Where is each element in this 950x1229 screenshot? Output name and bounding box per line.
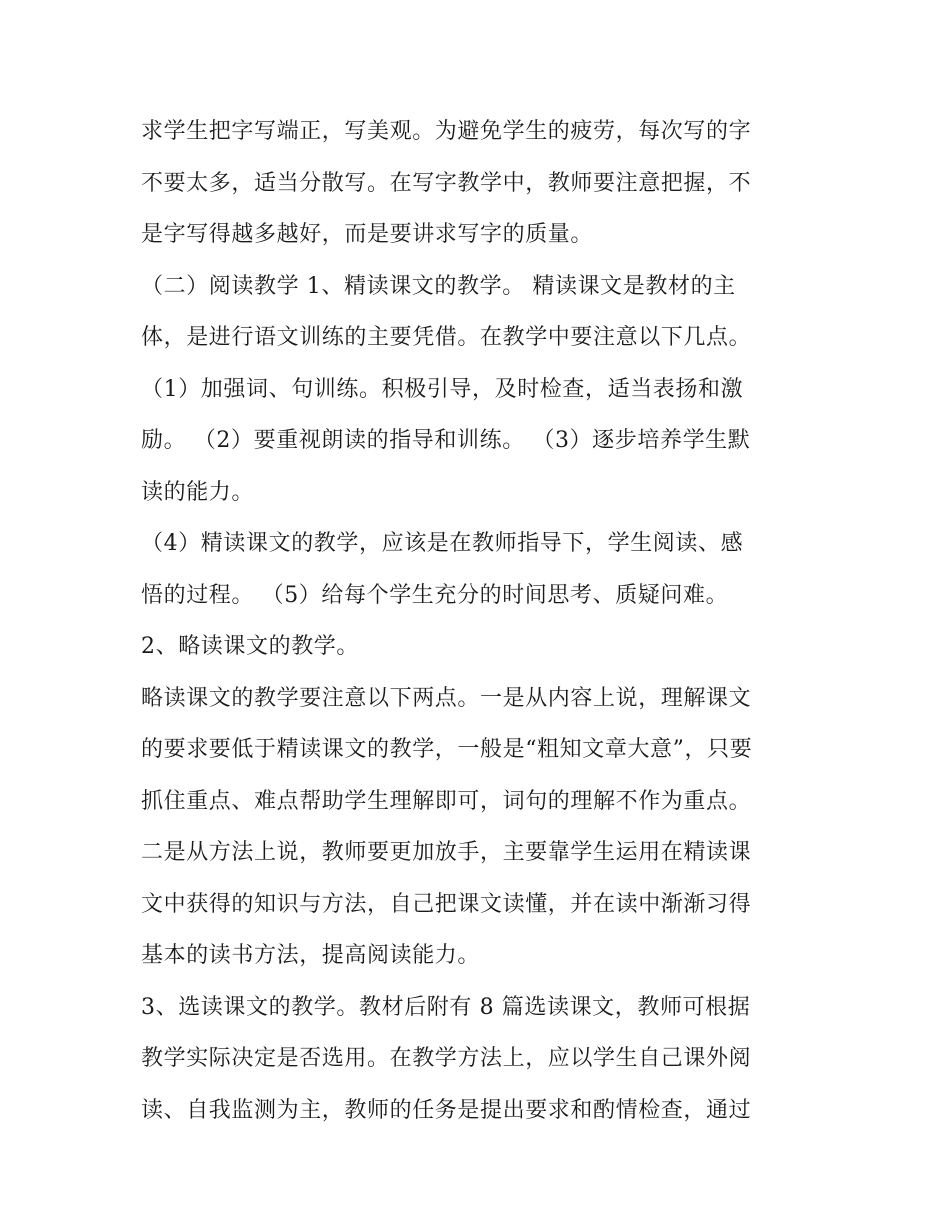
text-line-9: （4）精读课文的教学，应该是在教师指导下，学生阅读、感 (141, 531, 744, 556)
text-line-2: 不要太多，适当分散写。在写字教学中，教师要注意把握，不 (141, 170, 752, 196)
text-line-14: 抓住重点、难点帮助学生理解即可，词句的理解不作为重点。 (141, 788, 752, 814)
text-line-12: 略读课文的教学要注意以下两点。一是从内容上说，理解课文 (141, 685, 752, 711)
text-line-20: 读、自我监测为主，教师的任务是提出要求和酌情检查，通过 (141, 1097, 752, 1123)
text-line-16: 文中获得的知识与方法，自己把课文读懂，并在读中渐渐习得 (141, 891, 752, 917)
text-line-18: 3、选读课文的教学。教材后附有 8 篇选读课文，教师可根据 (141, 994, 751, 1020)
text-line-5: 体，是进行语文训练的主要凭借。在教学中要注意以下几点。 (141, 325, 752, 350)
text-line-6: （1）加强词、句训练。积极引导，及时检查，适当表扬和激 (141, 376, 744, 402)
text-line-13: 的要求要低于精读课文的教学，一般是“粗知文章大意”，只要 (141, 737, 753, 762)
text-line-15: 二是从方法上说，教师要更加放手，主要靠学生运用在精读课 (141, 840, 752, 865)
document-body (141, 106, 821, 1136)
text-line-3: 是字写得越多越好，而是要讲求写字的质量。 (141, 222, 594, 247)
text-line-7: 励。 （2）要重视朗读的指导和训练。 （3）逐步培养学生默 (141, 428, 751, 453)
text-line-19: 教学实际决定是否选用。在教学方法上，应以学生自己课外阅 (141, 1046, 752, 1071)
text-line-10: 悟的过程。 （5）给每个学生充分的时间思考、质疑问难。 (141, 582, 729, 608)
text-line-11: 2、略读课文的教学。 (141, 634, 359, 659)
text-line-17: 基本的读书方法，提高阅读能力。 (141, 943, 481, 968)
text-line-1: 求学生把字写端正，写美观。为避免学生的疲劳，每次写的字 (141, 119, 752, 144)
text-line-4: （二）阅读教学 1、精读课文的教学。 精读课文是教材的主 (141, 273, 736, 299)
text-line-8: 读的能力。 (141, 479, 255, 505)
